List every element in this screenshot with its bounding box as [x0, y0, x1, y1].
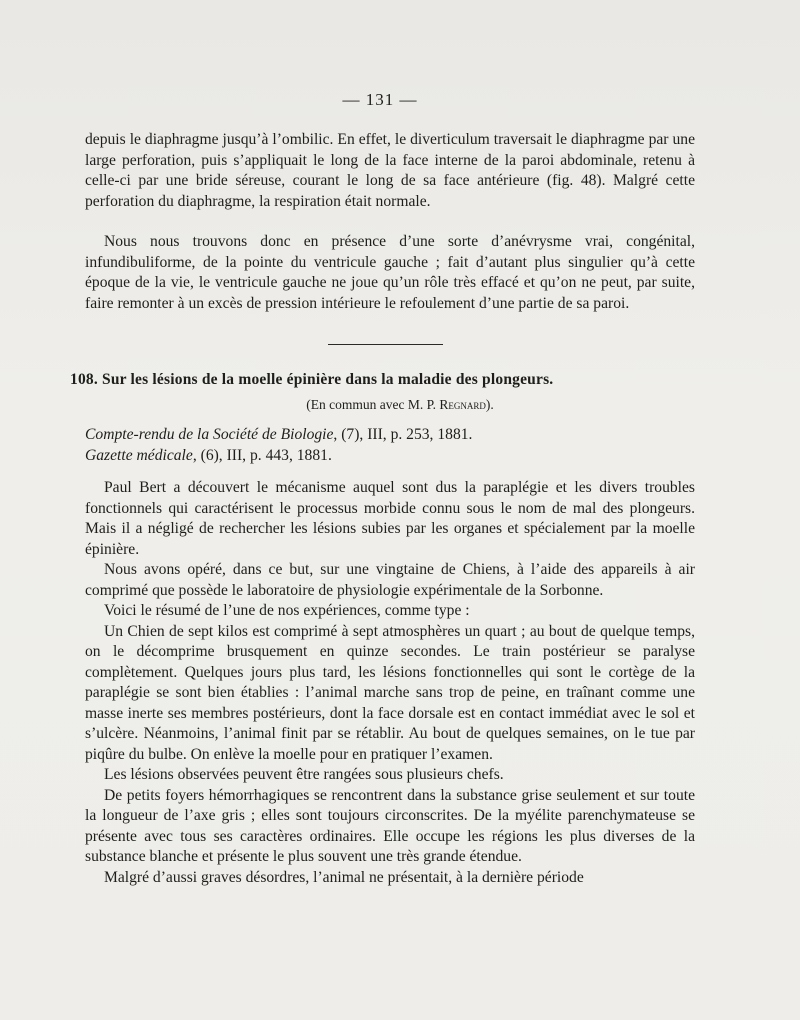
coauthor-prefix: (En commun avec M. P. [306, 397, 440, 412]
intro-text-2 [85, 232, 695, 314]
reference-item [85, 425, 695, 446]
reference-item [85, 446, 695, 467]
intro-paragraph-1: depuis le diaphragme jusqu’à l’ombilic. En effet, le diverticulum traversait le diaphragme par une large perforation, puis s’appliquait le long de la face interne de la paroi abdominale, retenu à celle-ci par une bride séreuse, courant le long de sa face antérieure (fig. 48). Malgré cette perforation du diaphragme, la respiration était normale. [85, 131, 695, 210]
body-paragraph: Les lésions observées peuvent être rangées sous plusieurs chefs. [104, 766, 504, 783]
section-heading [70, 371, 710, 389]
body-paragraph: Nous avons opéré, dans ce but, sur une vingtaine de Chiens, à l’aide des appareils à air comprimé que possède le laboratoire de physiologie expérimentale de la Sorbonne. [85, 561, 695, 599]
reference-details: , (6), III, p. 443, 1881. [192, 446, 332, 464]
body-paragraph: Paul Bert a découvert le mécanisme auquel sont dus la paraplégie et les divers troubles fonctionnels qui caractérisent le processus morbide connu sous le nom de mal des plongeurs. Mais il a négligé de rechercher les lésions subies par les organes et spécialement par la moelle épinière. [85, 479, 695, 558]
body-paragraph: Malgré d’aussi graves désordres, l’animal ne présentait, à la dernière période [104, 868, 584, 886]
references [85, 425, 695, 466]
section-divider [328, 344, 443, 345]
body-paragraph: De petits foyers hémorrhagiques se rencontrent dans la substance grise seulement et sur toute la longueur de l’axe gris ; elles sont toujours circonscrites. De la myélite parenchymateuse se présente avec tous ses caractères ordinaires. Elle occupe les régions les plus diverses de la substance blanche et présente le plus souvent une très grande étendue. [85, 786, 695, 865]
body-paragraph: Voici le résumé de l’une de nos expériences, comme type : [104, 602, 470, 619]
body-paragraph: Un Chien de sept kilos est comprimé à sept atmosphères un quart ; au bout de quelque temps, on le décomprime brusquement en quinze secondes. Le train postérieur se paralyse complètement. Quelques jours plus tard, les lésions fonctionnelles qui sont le cortège de la paraplégie se sont bien établies : l’animal marche sans trop de peine, en traînant comme une masse inerte ses membres postérieurs, dont la face dorsale est en contact immédiat avec le sol et s’ulcère. Néanmoins, l’animal finit par se rétablir. Au bout de quelques semaines, on le tue par piqûre du bulbe. On enlève la moelle pour en pratiquer l’examen. [85, 622, 695, 763]
coauthor-name: Regnard [439, 397, 486, 412]
reference-details: , (7), III, p. 253, 1881. [333, 426, 473, 443]
intro-text [85, 130, 695, 212]
section-number: 108. [70, 371, 98, 388]
intro-paragraph-2: Nous nous trouvons donc en présence d’une sorte d’anévrysme vrai, congénital, infundibuliforme, de la pointe du ventricule gauche ; fait d’autant plus singulier qu’à cette époque de la vie, le ventricule gauche ne joue qu’un rôle très effacé et qu’on ne peut, par suite, faire remonter à un excès de pression intérieure le refoulement d’une partie de sa paroi. [85, 233, 695, 312]
coauthor-suffix: ). [485, 397, 494, 412]
section-title: Sur les lésions de la moelle épinière dans la maladie des plongeurs. [102, 371, 554, 388]
coauthor-line [0, 397, 800, 413]
section-body [85, 478, 695, 888]
page-number: — 131 — [342, 90, 418, 109]
reference-journal: Compte-rendu de la Société de Biologie [85, 426, 334, 443]
reference-journal: Gazette médicale [85, 446, 193, 464]
